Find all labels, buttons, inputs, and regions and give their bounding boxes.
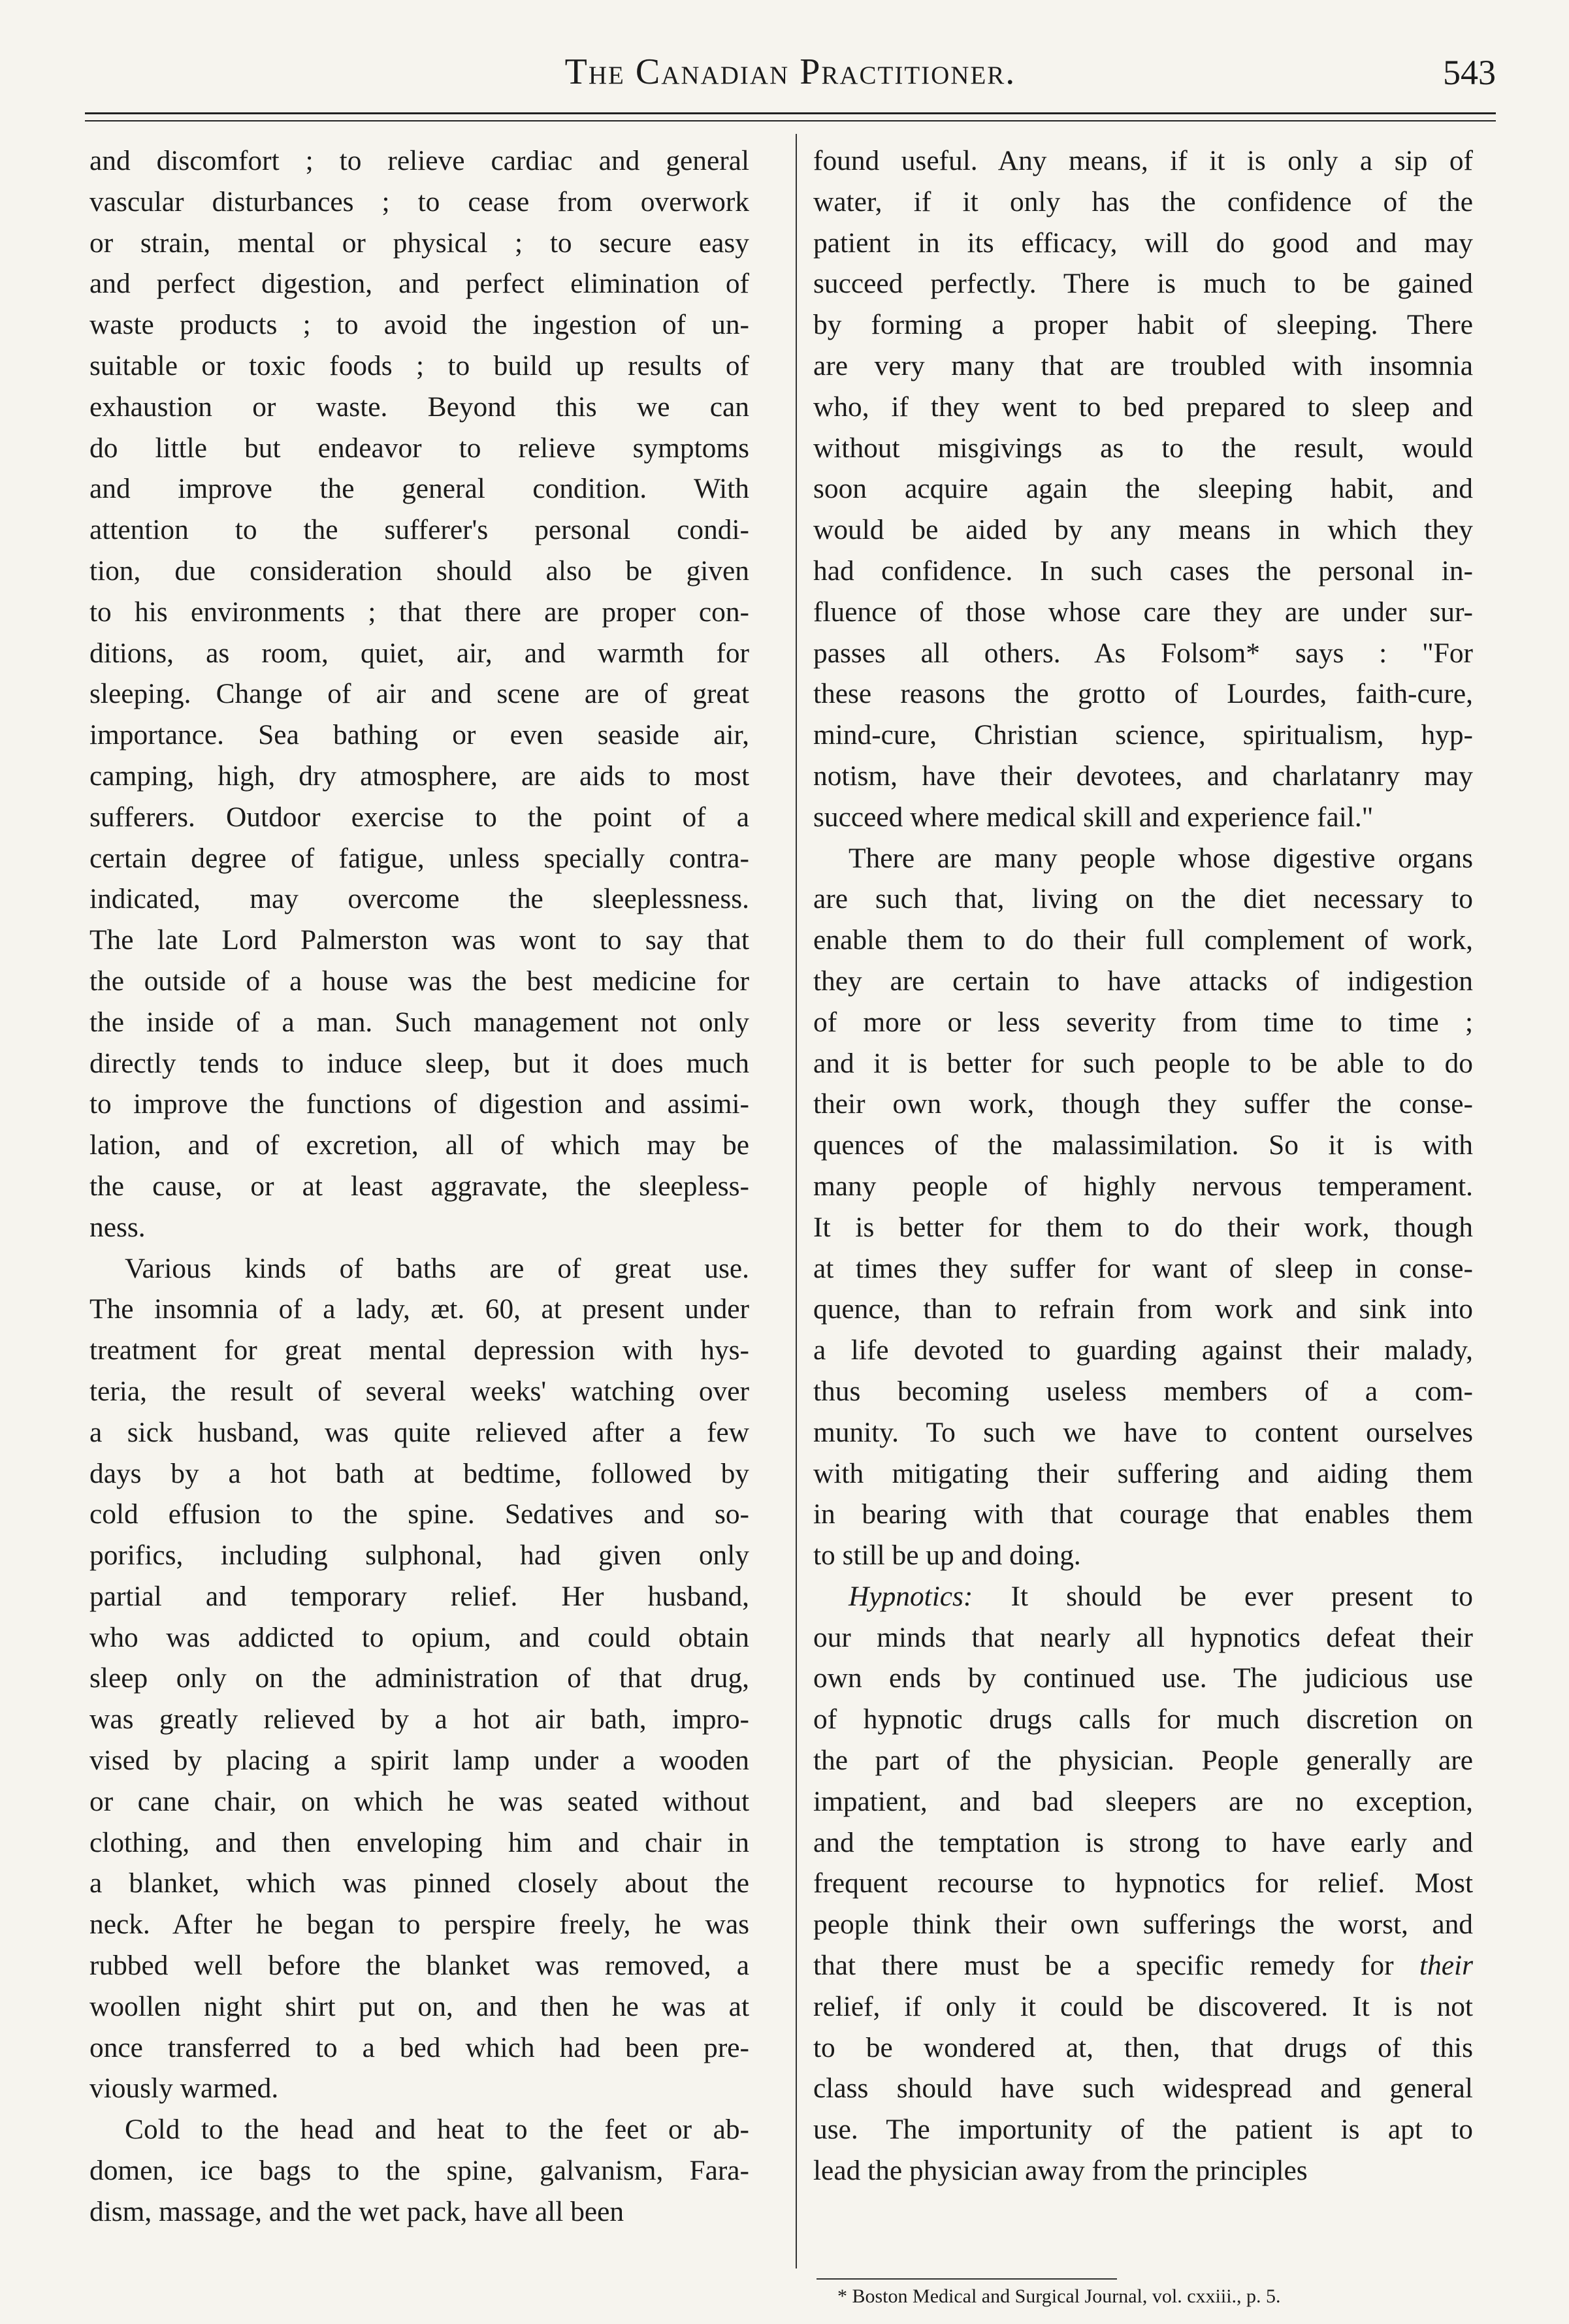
text-line: a sick husband, was quite relieved after a few [89, 1416, 749, 1448]
text-line: suitable or toxic foods ; to build up results of [89, 349, 749, 381]
text-line: camping, high, dry atmosphere, are aids to most [89, 760, 749, 792]
page-number: 543 [1443, 53, 1496, 92]
text-line: was greatly relieved by a hot air bath, impro- [89, 1703, 749, 1735]
text-line: and the temptation is strong to have early and [813, 1826, 1473, 1858]
text-line: once transferred to a bed which had been pre- [89, 2031, 749, 2063]
text-line: clothing, and then enveloping him and chair in [89, 1826, 749, 1858]
text-line: certain degree of fatigue, unless specially contra- [89, 842, 749, 874]
text-line: to his environments ; that there are proper con- [89, 596, 749, 628]
text-line: of more or less severity from time to time ; [813, 1006, 1473, 1038]
text-line: sufferers. Outdoor exercise to the point of a [89, 801, 749, 833]
text-line: neck. After he began to perspire freely, he was [89, 1909, 749, 1941]
text-line: are very many that are troubled with insomnia [813, 349, 1473, 381]
text-line: relief, if only it could be discovered. It is not [813, 1990, 1473, 2022]
text-line: woollen night shirt put on, and then he was at [89, 1990, 749, 2022]
text-line: cold effusion to the spine. Sedatives and so- [89, 1498, 749, 1530]
text-line: frequent recourse to hypnotics for relief. Most [813, 1867, 1473, 1899]
text-line: notism, have their devotees, and charlatanry may [813, 760, 1473, 792]
text-line: and it is better for such people to be able to do [813, 1047, 1473, 1079]
text-line: these reasons the grotto of Lourdes, faith-cure, [813, 678, 1473, 710]
text-line: impatient, and bad sleepers are no exception, [813, 1785, 1473, 1817]
text-line: they are certain to have attacks of indigestion [813, 965, 1473, 997]
text-line: quences of the malassimilation. So it is with [813, 1129, 1473, 1161]
text-line: their own work, though they suffer the conse- [813, 1088, 1473, 1120]
text-line: use. The importunity of the patient is apt to [813, 2114, 1473, 2146]
text-line: or cane chair, on which he was seated without [89, 1785, 749, 1817]
text-line: patient in its efficacy, will do good and may [813, 227, 1473, 259]
text-line: ditions, as room, quiet, air, and warmth for [89, 637, 749, 669]
text-line: Hypnotics: It should be ever present to [849, 1580, 1473, 1612]
text-line: many people of highly nervous temperament. [813, 1170, 1473, 1202]
text-line: our minds that nearly all hypnotics defeat their [813, 1621, 1473, 1653]
text-line: in bearing with that courage that enables them [813, 1498, 1473, 1530]
text-line: enable them to do their full complement of work, [813, 924, 1473, 956]
text-line: a life devoted to guarding against their malady, [813, 1334, 1473, 1366]
text-line: indicated, may overcome the sleeplessness. [89, 883, 749, 915]
text-line: viously warmed. [89, 2073, 279, 2105]
text-line: who, if they went to bed prepared to sleep and [813, 391, 1473, 423]
text-line: water, if it only has the confidence of the [813, 186, 1473, 218]
text-line: domen, ice bags to the spine, galvanism, Fara- [89, 2155, 749, 2187]
text-line: succeed where medical skill and experience fail." [813, 801, 1374, 833]
text-line: ness. [89, 1211, 146, 1243]
text-line: mind-cure, Christian science, spiritualism, hyp- [813, 719, 1473, 751]
text-line: exhaustion or waste. Beyond this we can [89, 391, 749, 423]
text-line: and improve the general condition. With [89, 473, 749, 505]
text-line: would be aided by any means in which they [813, 514, 1473, 546]
text-line: at times they suffer for want of sleep in conse- [813, 1252, 1473, 1284]
text-line: a blanket, which was pinned closely about the [89, 1867, 749, 1899]
running-title: The Canadian Practitioner. [564, 52, 1016, 92]
text-line: to be wondered at, then, that drugs of this [813, 2031, 1473, 2063]
text-line: importance. Sea bathing or even seaside air, [89, 719, 749, 751]
text-line: directly tends to induce sleep, but it does much [89, 1047, 749, 1079]
text-line: and perfect digestion, and perfect elimination of [89, 268, 749, 300]
text-line: passes all others. As Folsom* says : "For [813, 637, 1473, 669]
footnote-rule [817, 2278, 1117, 2280]
text-line: to still be up and doing. [813, 1540, 1081, 1572]
text-line: The late Lord Palmerston was wont to say that [89, 924, 749, 956]
text-line: lead the physician away from the principles [813, 2155, 1308, 2187]
text-line: are such that, living on the diet necessary to [813, 883, 1473, 915]
text-line: Various kinds of baths are of great use. [125, 1252, 749, 1284]
text-line: lation, and of excretion, all of which may be [89, 1129, 749, 1161]
header-rule-bottom [85, 120, 1496, 121]
text-line: the cause, or at least aggravate, the sleepless- [89, 1170, 749, 1202]
text-line: dism, massage, and the wet pack, have all been [89, 2195, 624, 2227]
text-line: tion, due consideration should also be given [89, 555, 749, 587]
text-line: porifics, including sulphonal, had given only [89, 1540, 749, 1572]
text-line: There are many people whose digestive organs [849, 842, 1473, 874]
text-line: rubbed well before the blanket was removed, a [89, 1950, 749, 1982]
text-line: attention to the sufferer's personal condi- [89, 514, 749, 546]
text-line: had confidence. In such cases the personal in- [813, 555, 1473, 587]
text-line: the part of the physician. People generally are [813, 1745, 1473, 1777]
text-line: teria, the result of several weeks' watching over [89, 1375, 749, 1407]
text-line: munity. To such we have to content ourselves [813, 1416, 1473, 1448]
column-divider [796, 134, 797, 2268]
text-line: Cold to the head and heat to the feet or ab- [125, 2114, 749, 2146]
text-line: thus becoming useless members of a com- [813, 1375, 1473, 1407]
footnote: * Boston Medical and Surgical Journal, vol. cxxiii., p. 5. [837, 2285, 1281, 2307]
text-line: vised by placing a spirit lamp under a wooden [89, 1745, 749, 1777]
right-column [813, 140, 1473, 2191]
text-line: by forming a proper habit of sleeping. There [813, 309, 1473, 341]
text-line: vascular disturbances ; to cease from overwork [89, 186, 749, 218]
text-line: partial and temporary relief. Her husband, [89, 1580, 749, 1612]
text-line: the outside of a house was the best medicine for [89, 965, 749, 997]
text-line: found useful. Any means, if it is only a sip of [813, 145, 1473, 176]
text-line: fluence of those whose care they are under sur- [813, 596, 1473, 628]
header-rule-top [85, 112, 1496, 114]
text-line: without misgivings as to the result, would [813, 432, 1473, 464]
text-line: that there must be a specific remedy for their [813, 1950, 1473, 1982]
text-line: who was addicted to opium, and could obtain [89, 1621, 749, 1653]
text-line: sleeping. Change of air and scene are of great [89, 678, 749, 710]
text-line: quence, than to refrain from work and sink into [813, 1293, 1473, 1325]
text-line: class should have such widespread and general [813, 2073, 1473, 2105]
text-line: succeed perfectly. There is much to be gained [813, 268, 1473, 300]
text-line: with mitigating their suffering and aiding them [813, 1457, 1473, 1489]
text-line: the inside of a man. Such management not only [89, 1006, 749, 1038]
page-header [85, 46, 1496, 111]
text-line: of hypnotic drugs calls for much discretion on [813, 1703, 1473, 1735]
text-line: It is better for them to do their work, though [813, 1211, 1473, 1243]
text-line: do little but endeavor to relieve symptoms [89, 432, 749, 464]
text-line: people think their own sufferings the worst, and [813, 1909, 1473, 1941]
text-line: treatment for great mental depression with hys- [89, 1334, 749, 1366]
text-line: waste products ; to avoid the ingestion of un- [89, 309, 749, 341]
text-line: The insomnia of a lady, æt. 60, at present under [89, 1293, 749, 1325]
text-line: sleep only on the administration of that drug, [89, 1662, 749, 1694]
text-line: own ends by continued use. The judicious use [813, 1662, 1473, 1694]
left-column [89, 140, 749, 2233]
text-line: or strain, mental or physical ; to secure easy [89, 227, 749, 259]
text-line: soon acquire again the sleeping habit, and [813, 473, 1473, 505]
text-line: days by a hot bath at bedtime, followed by [89, 1457, 749, 1489]
text-line: and discomfort ; to relieve cardiac and general [89, 145, 749, 176]
text-line: to improve the functions of digestion and assimi- [89, 1088, 749, 1120]
